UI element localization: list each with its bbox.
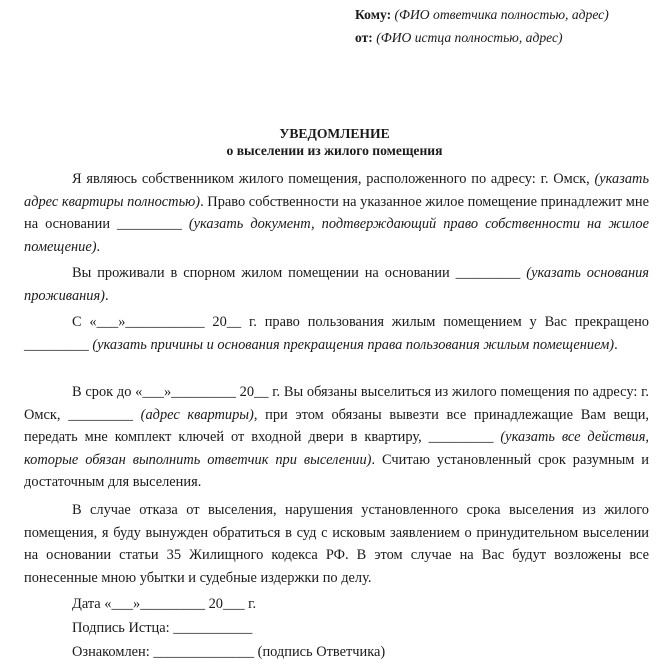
plaintiff-signature-line: Подпись Истца: ___________: [72, 620, 253, 636]
defendant-acknowledgement-line: Ознакомлен: ______________ (подпись Ответчика): [72, 644, 386, 660]
date-line: Дата «___»_________ 20___ г.: [72, 596, 257, 612]
sender-label: от:: [355, 30, 373, 45]
paragraph-eviction-deadline: В срок до «___»_________ 20__ г. Вы обязаны выселиться из жилого помещения по адресу: г. Омск, _________ (адрес квартиры), при этом обязаны вывезти все принадлежащие Вам вещи, передать мне комплект ключей от входной двери в квартиру, _________ (указать все действия, которые обязан выполнить ответчик при выселении). Считаю установленный срок разумным и достаточным для выселения.: [24, 384, 650, 491]
paragraph-refusal: В случае отказа от выселения, нарушения установленного срока выселения из жилого помещения, я буду вынужден обратиться в суд с исковым заявлением о принудительном выселении на основании статьи 35 Жилищного кодекса РФ. В этом случае на Вас будут возложены все понесенные мною убытки и судебные издержки по делу.: [24, 502, 649, 586]
recipient-label: Кому:: [355, 7, 392, 22]
recipient-line: [355, 7, 609, 23]
sender-line: [355, 30, 563, 46]
document-title: УВЕДОМЛЕНИЕ: [279, 126, 390, 141]
recipient-value: (ФИО ответчика полностью, адрес): [394, 7, 609, 22]
paragraph-ownership: Я являюсь собственником жилого помещения, расположенного по адресу: г. Омск, (указать адрес квартиры полностью). Право собственности на указанное жилое помещение принадлежит мне на основании _________ (указать документ, подтверждающий право собственности на жилое помещение).: [24, 171, 649, 255]
paragraph-termination: С «___»___________ 20__ г. право пользования жилым помещением у Вас прекращено _________ (указать причины и основания прекращения права пользования жилым помещением).: [24, 314, 649, 353]
paragraph-residence: Вы проживали в спорном жилом помещении на основании _________ (указать основания проживания).: [24, 265, 649, 304]
document-subtitle: о выселении из жилого помещения: [226, 143, 443, 158]
sender-value: (ФИО истца полностью, адрес): [376, 30, 563, 45]
